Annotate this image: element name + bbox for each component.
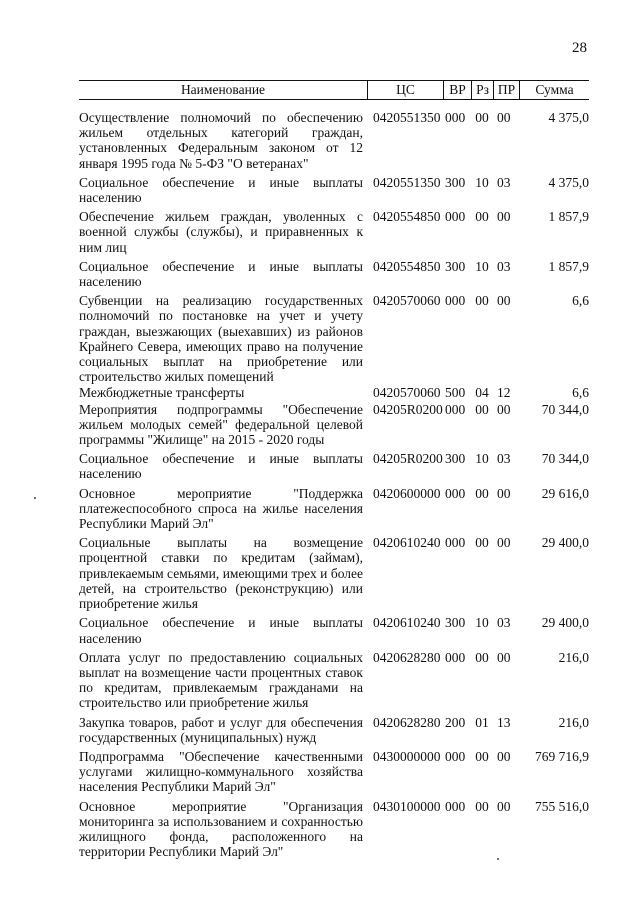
row-rz-code: 10	[475, 258, 489, 274]
row-vr-code: 300	[445, 615, 466, 631]
row-sum: 1 857,9	[548, 209, 589, 225]
row-cs-code: 0420554850	[373, 258, 441, 274]
row-name: Подпрограмма "Обеспечение качественными услугами жилищно-коммунального хозяйства населения Республики Марий Эл"	[79, 748, 363, 795]
row-sum: 4 375,0	[548, 110, 589, 125]
row-cs-code: 0420610240	[373, 535, 441, 551]
row-cs-code: 0420551350	[373, 174, 441, 190]
table-row	[79, 209, 589, 255]
row-sum: 216,0	[558, 649, 589, 665]
row-vr-code: 200	[445, 714, 466, 730]
row-pr-code: 03	[497, 451, 511, 467]
row-pr-code: 00	[497, 748, 511, 764]
row-pr-code: 03	[497, 615, 511, 631]
row-name: Обеспечение жильем граждан, уволенных с военной службы (службы), и приравненных к ним лиц	[79, 209, 363, 255]
row-cs-code: 0430000000	[373, 748, 441, 764]
row-cs-code: 0420570060	[373, 293, 441, 309]
row-pr-code: 00	[497, 798, 511, 814]
table-row	[79, 110, 589, 171]
table-row	[79, 715, 589, 745]
row-vr-code: 000	[445, 649, 466, 665]
table-row	[79, 799, 589, 860]
row-pr-code: 00	[497, 401, 511, 417]
row-name: Социальное обеспечение и иные выплаты населению	[79, 174, 363, 206]
row-rz-code: 00	[475, 535, 489, 551]
row-vr-code: 000	[445, 293, 466, 309]
row-vr-code: 000	[445, 209, 466, 225]
row-sum: 70 344,0	[541, 401, 589, 417]
row-pr-code: 00	[497, 649, 511, 665]
row-pr-code: 00	[497, 535, 511, 551]
row-sum: 70 344,0	[541, 451, 589, 467]
row-rz-code: 00	[475, 110, 489, 125]
row-vr-code: 300	[445, 174, 466, 190]
page-number: 28	[572, 40, 587, 56]
row-vr-code: 000	[445, 535, 466, 551]
scan-speck	[34, 497, 36, 499]
table-row	[79, 486, 589, 532]
row-pr-code: 00	[497, 485, 511, 501]
table-row	[79, 293, 589, 384]
table-body	[79, 110, 589, 859]
row-rz-code: 10	[475, 451, 489, 467]
header-rz: Рз	[471, 81, 493, 99]
row-pr-code: 13	[497, 714, 511, 730]
row-vr-code: 300	[445, 451, 466, 467]
row-name: Закупка товаров, работ и услуг для обеспечения государственных (муниципальных) нужд	[79, 714, 363, 745]
row-vr-code: 500	[445, 385, 466, 401]
scan-speck	[497, 858, 499, 860]
row-rz-code: 00	[475, 485, 489, 501]
row-name: Социальное обеспечение и иные выплаты населению	[79, 258, 363, 290]
row-rz-code: 10	[475, 615, 489, 631]
row-cs-code: 0420570060	[373, 385, 441, 401]
row-name: Мероприятия подпрограммы "Обеспечение жильем молодых семей" федеральной целевой программы "Жилище" на 2015 - 2020 годы	[79, 401, 363, 448]
row-name: Межбюджетные трансферты	[79, 385, 245, 401]
row-rz-code: 00	[475, 293, 489, 309]
header-pr: ПР	[493, 81, 519, 99]
header-cs: ЦС	[367, 81, 443, 99]
table-row	[79, 385, 589, 400]
row-sum: 29 616,0	[541, 485, 589, 501]
row-pr-code: 00	[497, 110, 511, 125]
header-vr: ВР	[443, 81, 471, 99]
row-sum: 216,0	[558, 714, 589, 730]
table-row	[79, 749, 589, 795]
row-name: Социальные выплаты на возмещение процентной ставки по кредитам (займам), привлекаемым семьями, имеющими трех и более детей, на строительство (реконструкцию) или приобретение жилья	[79, 535, 363, 612]
row-vr-code: 000	[445, 110, 466, 125]
row-rz-code: 10	[475, 174, 489, 190]
row-cs-code: 0420628280	[373, 714, 441, 730]
row-name: Основное мероприятие "Поддержка платежеспособного спроса на жилье населения Республики Марий Эл"	[79, 485, 363, 532]
row-sum: 1 857,9	[548, 258, 589, 274]
row-name: Осуществление полномочий по обеспечению жильем отдельных категорий граждан, установленных Федеральным законом от 12 января 1995 года № 5-ФЗ "О ветеранах"	[79, 110, 363, 171]
row-pr-code: 03	[497, 174, 511, 190]
row-rz-code: 00	[475, 649, 489, 665]
table-row	[79, 650, 589, 711]
row-rz-code: 00	[475, 209, 489, 225]
row-rz-code: 00	[475, 798, 489, 814]
row-cs-code: 0420610240	[373, 615, 441, 631]
row-name: Социальное обеспечение и иные выплаты населению	[79, 615, 363, 646]
row-rz-code: 00	[475, 401, 489, 417]
row-sum: 29 400,0	[541, 615, 589, 631]
row-vr-code: 000	[445, 798, 466, 814]
table-header	[79, 80, 589, 100]
row-pr-code: 03	[497, 258, 511, 274]
row-sum: 769 716,9	[535, 748, 589, 764]
header-name: Наименование	[180, 82, 266, 97]
row-cs-code: 0420628280	[373, 649, 441, 665]
row-vr-code: 000	[445, 748, 466, 764]
row-name: Оплата услуг по предоставлению социальных выплат на возмещение части процентных ставок по кредитам, привлекаемым гражданами на строительство или приобретение жилья	[79, 649, 363, 711]
row-pr-code: 00	[497, 209, 511, 225]
row-sum: 29 400,0	[541, 535, 589, 551]
row-vr-code: 000	[445, 401, 466, 417]
row-pr-code: 12	[497, 385, 511, 401]
budget-table	[79, 80, 589, 859]
row-vr-code: 000	[445, 485, 466, 501]
table-row	[79, 402, 589, 448]
table-row	[79, 535, 589, 611]
table-row	[79, 615, 589, 645]
table-row	[79, 175, 589, 205]
row-pr-code: 00	[497, 293, 511, 309]
row-sum: 755 516,0	[535, 798, 589, 814]
row-rz-code: 04	[475, 385, 489, 401]
row-sum: 6,6	[572, 293, 589, 309]
table-row	[79, 259, 589, 289]
table-row	[79, 451, 589, 481]
row-vr-code: 300	[445, 258, 466, 274]
row-name: Субвенции на реализацию государственных полномочий по постановке на учет и учету граждан, выезжающих (выехавших) из районов Крайнего Севера, имеющих право на получение социальных выплат на приобретение или строительство жилых помещений	[79, 293, 363, 385]
row-name: Социальное обеспечение и иные выплаты населению	[79, 451, 363, 482]
row-cs-code: 0430100000	[373, 798, 441, 814]
header-sum: Сумма	[519, 81, 589, 99]
row-rz-code: 00	[475, 748, 489, 764]
row-sum: 6,6	[572, 385, 589, 401]
row-cs-code: 0420554850	[373, 209, 441, 225]
row-rz-code: 01	[475, 714, 489, 730]
row-sum: 4 375,0	[548, 174, 589, 190]
row-cs-code: 04205R0200	[373, 451, 443, 467]
row-cs-code: 04205R0200	[373, 401, 443, 417]
row-name: Основное мероприятие "Организация мониторинга за использованием и сохранностью жилищного фонда, расположенного на территории Республики Марий Эл"	[79, 798, 363, 860]
row-cs-code: 0420551350	[373, 110, 441, 125]
row-cs-code: 0420600000	[373, 485, 441, 501]
